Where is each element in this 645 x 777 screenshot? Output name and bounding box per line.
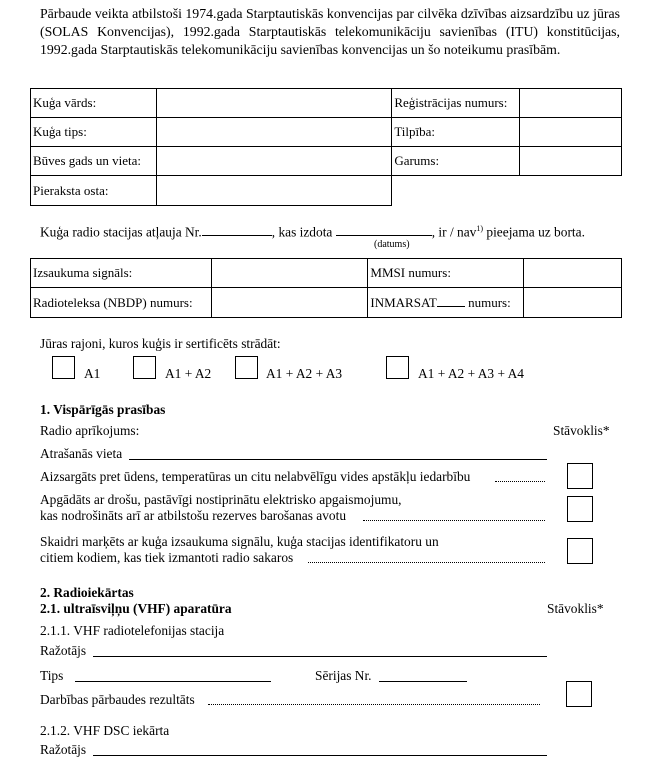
license-number-field[interactable] <box>202 235 272 236</box>
reg-number-field[interactable] <box>520 89 622 118</box>
radio-info-table <box>30 258 622 318</box>
item-marking-label-1: Skaidri marķēts ar kuģa izsaukuma signālu, kuģa stacijas identifikatoru un <box>40 534 439 549</box>
area-a1a2-checkbox[interactable] <box>133 356 156 379</box>
leader-dots <box>495 481 545 482</box>
item-lighting-checkbox[interactable] <box>567 496 593 522</box>
serial-label: Sērijas Nr. <box>315 668 372 683</box>
call-sign-label: Izsaukuma signāls: <box>31 259 212 288</box>
length-field[interactable] <box>520 147 622 176</box>
area-a1a2a3a4-checkbox[interactable] <box>386 356 409 379</box>
port-field[interactable] <box>156 176 391 206</box>
build-year-field[interactable] <box>156 147 391 176</box>
manufacturer-label: Ražotājs <box>40 643 87 658</box>
item-lighting-label-1: Apgādāts ar drošu, pastāvīgi nostiprinātu elektrisko apgaismojumu, <box>40 492 402 507</box>
item-lighting-label-2: kas nodrošināts arī ar atbilstošu rezerves barošanas avotu <box>40 508 347 523</box>
inmarsat-type-field[interactable] <box>437 306 465 307</box>
length-label: Garums: <box>392 147 520 176</box>
capacity-label: Tilpība: <box>392 118 520 147</box>
area-a1a2a3a4-label: A1 + A2 + A3 + A4 <box>418 366 524 381</box>
section2-1-title: 2.1. ultraīsviļņu (VHF) aparatūra <box>40 601 232 616</box>
license-line: Kuģa radio stacijas atļauja Nr. , kas izdota , ir / nav$^{1)}$ pieejama uz borta. <box>40 224 585 240</box>
date-caption: (datums) <box>374 239 410 250</box>
ship-type-label: Kuģa tips: <box>31 118 157 147</box>
test-results-label: Darbības pārbaudes rezultāts <box>40 692 195 707</box>
area-a1-checkbox[interactable] <box>52 356 75 379</box>
item-protection-label: Aizsargāts pret ūdens, temperatūras un citu nelabvēlīgu vides apstākļu iedarbību <box>40 469 471 484</box>
radio-equipment-label: Radio aprīkojums: <box>40 423 140 438</box>
sea-areas-title: Jūras rajoni, kuros kuģis ir sertificēts strādāt: <box>40 336 281 351</box>
manufacturer-field[interactable] <box>93 656 547 657</box>
item-marking-checkbox[interactable] <box>567 538 593 564</box>
type-field[interactable] <box>75 681 271 682</box>
manufacturer2-field[interactable] <box>93 755 547 756</box>
area-a1a2-label: A1 + A2 <box>165 366 212 381</box>
test-results-checkbox[interactable] <box>566 681 592 707</box>
leader-dots <box>363 520 545 521</box>
intro-paragraph: Pārbaude veikta atbilstoši 1974.gada Starptautiskās konvencijas par cilvēka dzīvības aizsardzību uz jūras (SOLAS Konvencijas), 1992.gada Starptautiskās telekomunikāciju savienības (ITU) konstitūcijas, 1992.gada Starptautiskās telekomunikāciju savienības konvencijas un šo noteikumu prasībām. <box>40 6 620 57</box>
section2-title: 2. Radioiekārtas <box>40 585 134 600</box>
status-header-1: Stāvoklis* <box>553 423 610 438</box>
section1-title: 1. Vispārīgās prasības <box>40 402 166 417</box>
ship-name-field[interactable] <box>156 89 391 118</box>
capacity-field[interactable] <box>520 118 622 147</box>
inmarsat-field[interactable] <box>524 288 622 318</box>
status-header-2: Stāvoklis* <box>547 601 604 616</box>
leader-dots <box>208 704 540 705</box>
telex-field[interactable] <box>211 288 368 318</box>
mmsi-field[interactable] <box>524 259 622 288</box>
area-a1a2a3-checkbox[interactable] <box>235 356 258 379</box>
area-a1a2a3-label: A1 + A2 + A3 <box>266 366 343 381</box>
mmsi-label: MMSI numurs: <box>368 259 524 288</box>
leader-dots <box>308 562 545 563</box>
telex-label: Radioteleksa (NBDP) numurs: <box>31 288 212 318</box>
reg-number-label: Reģistrācijas numurs: <box>392 89 520 118</box>
vhf-dsc-label: 2.1.2. VHF DSC iekārta <box>40 723 170 738</box>
call-sign-field[interactable] <box>211 259 368 288</box>
port-label: Pieraksta osta: <box>31 176 157 206</box>
type-label: Tips <box>40 668 64 683</box>
build-year-label: Būves gads un vieta: <box>31 147 157 176</box>
serial-field[interactable] <box>379 681 467 682</box>
location-label: Atrašanās vieta <box>40 446 123 461</box>
ship-name-label: Kuģa vārds: <box>31 89 157 118</box>
item-protection-checkbox[interactable] <box>567 463 593 489</box>
item-marking-label-2: citiem kodiem, kas tiek izmantoti radio sakaros <box>40 550 294 565</box>
vhf-station-label: 2.1.1. VHF radiotelefonijas stacija <box>40 623 225 638</box>
inmarsat-label: INMARSAT numurs: <box>368 288 524 318</box>
ship-info-table <box>30 88 622 206</box>
area-a1-label: A1 <box>84 366 101 381</box>
ship-type-field[interactable] <box>156 118 391 147</box>
manufacturer2-label: Ražotājs <box>40 742 87 757</box>
location-field[interactable] <box>129 459 547 460</box>
license-date-field[interactable] <box>336 235 432 236</box>
